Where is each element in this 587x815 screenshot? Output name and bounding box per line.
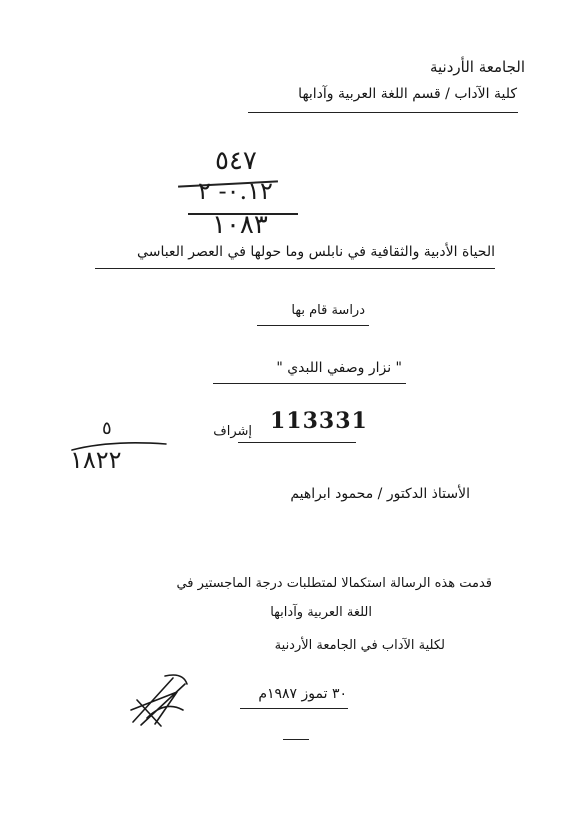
submission-line3: لكلية الآداب في الجامعة الأردنية (274, 638, 445, 653)
signature-icon (125, 670, 195, 730)
header-underline (248, 112, 518, 113)
author-underline (213, 383, 406, 384)
submission-date: ٣٠ تموز ١٩٨٧م (258, 686, 347, 702)
margin-note-bottom: ١٨٢٢ (70, 446, 122, 474)
study-by-underline (257, 325, 369, 326)
catalog-mark-line3: ١٠٨٣ (212, 210, 268, 240)
submission-line2: اللغة العربية وآدابها (270, 605, 372, 620)
accession-stamp: 113331 (270, 408, 368, 434)
submission-line1: قدمت هذه الرسالة استكمالا لمتطلبات درجة الماجستير في (176, 576, 492, 591)
author-name: " نزار وصفي اللبدي " (276, 360, 402, 376)
supervision-label: إشراف (213, 424, 252, 439)
date-underline (240, 708, 348, 709)
catalog-mark-line2: ٠.١٢- ٢ (198, 177, 273, 205)
supervisor-name: الأستاذ الدكتور / محمود ابراهيم (290, 486, 470, 502)
margin-note-top: ٥ (102, 418, 112, 439)
supervision-underline (238, 442, 356, 443)
faculty-department: كلية الآداب / قسم اللغة العربية وآدابها (298, 86, 517, 102)
university-name: الجامعة الأردنية (429, 58, 525, 76)
study-by-label: دراسة قام بها (291, 303, 365, 318)
date-dash (283, 739, 309, 740)
catalog-mark-line1: ٥٤٧ (215, 146, 257, 176)
title-underline (95, 268, 495, 269)
thesis-title: الحياة الأدبية والثقافية في نابلس وما حولها في العصر العباسي (137, 244, 495, 260)
